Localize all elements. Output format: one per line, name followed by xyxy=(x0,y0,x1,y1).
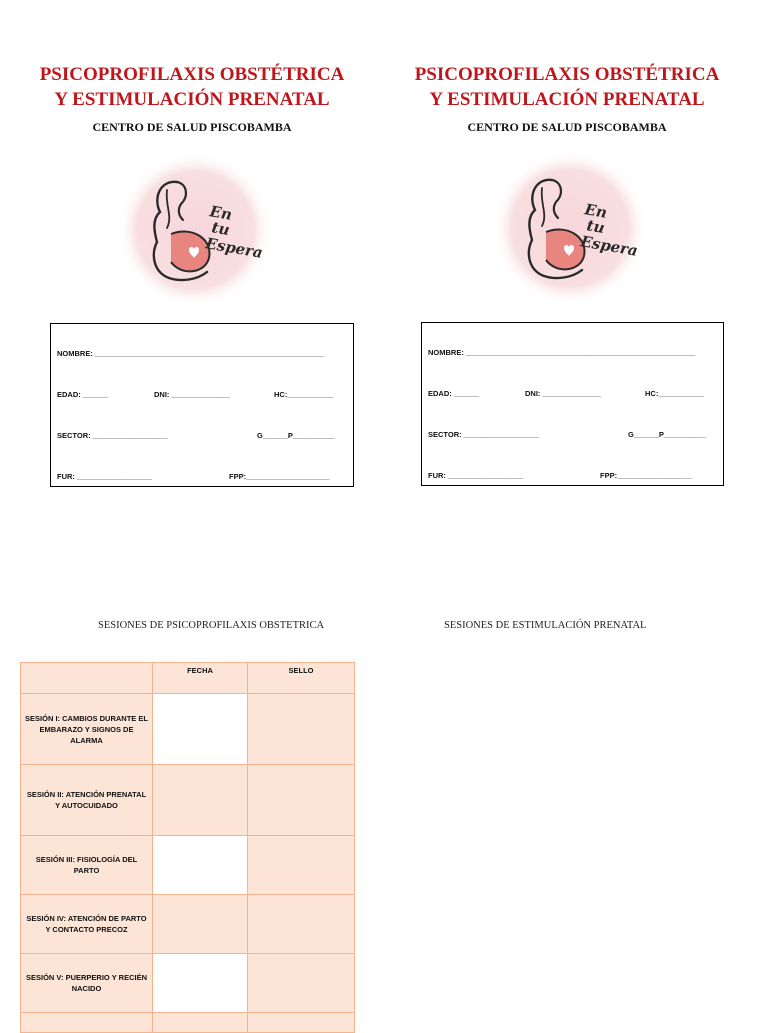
card-title xyxy=(12,62,372,112)
title-line-1: PSICOPROFILAXIS OBSTÉTRICA xyxy=(414,64,720,85)
fur-field[interactable]: FUR: __________________ xyxy=(57,472,153,481)
dni-field[interactable]: DNI: ______________ xyxy=(525,389,601,398)
fur-field[interactable]: FUR: __________________ xyxy=(428,471,524,480)
session-label: SESIÓN I: CAMBIOS DURANTE EL EMBARAZO Y SIGNOS DE ALARMA xyxy=(21,694,153,765)
logo-text-en: En xyxy=(583,200,609,222)
logo-text-en: En xyxy=(208,202,234,224)
fecha-cell[interactable] xyxy=(153,954,248,1013)
table-row xyxy=(21,694,355,765)
sector-field[interactable]: SECTOR: __________________ xyxy=(428,430,539,439)
session-label: SESIÓN II: ATENCIÓN PRENATAL Y AUTOCUIDADO xyxy=(21,765,153,836)
table-row xyxy=(21,954,355,1013)
hc-field[interactable]: HC:___________ xyxy=(645,389,705,398)
table-row xyxy=(21,836,355,895)
session-label xyxy=(21,1013,153,1033)
nombre-field[interactable]: NOMBRE: _______________________________________________________ xyxy=(428,348,696,357)
column-header-session xyxy=(21,663,153,694)
card-title xyxy=(387,62,747,112)
edad-field[interactable]: EDAD: ______ xyxy=(428,389,479,398)
sessions-table xyxy=(20,662,355,1033)
title-line-2: Y ESTIMULACIÓN PRENATAL xyxy=(54,89,330,110)
fpp-field[interactable]: FPP:__________________ xyxy=(600,471,693,480)
fpp-field[interactable]: FPP:____________________ xyxy=(229,472,330,481)
dni-field[interactable]: DNI: ______________ xyxy=(154,390,230,399)
fecha-cell[interactable] xyxy=(153,694,248,765)
health-center-name: CENTRO DE SALUD PISCOBAMBA xyxy=(92,120,292,134)
logo-text-tu: tu xyxy=(210,218,232,240)
gravida-para-field[interactable]: G______P__________ xyxy=(257,431,335,440)
logo-text-espera: Espera xyxy=(204,234,265,262)
en-tu-espera-logo xyxy=(115,150,275,310)
sello-cell[interactable] xyxy=(248,1013,355,1033)
table-row xyxy=(21,765,355,836)
column-header-fecha: FECHA xyxy=(153,663,248,694)
prenatal-stimulation-sessions-heading: SESIONES DE ESTIMULACIÓN PRENATAL xyxy=(444,620,647,631)
logo-text-espera: Espera xyxy=(579,232,640,260)
session-label: SESIÓN IV: ATENCIÓN DE PARTO Y CONTACTO PRECOZ xyxy=(21,895,153,954)
sello-cell[interactable] xyxy=(248,836,355,895)
column-header-sello: SELLO xyxy=(248,663,355,694)
health-center-name: CENTRO DE SALUD PISCOBAMBA xyxy=(467,120,667,134)
title-line-1: PSICOPROFILAXIS OBSTÉTRICA xyxy=(39,64,345,85)
sector-field[interactable]: SECTOR: __________________ xyxy=(57,431,168,440)
logo-text-tu: tu xyxy=(585,216,607,238)
edad-field[interactable]: EDAD: ______ xyxy=(57,390,108,399)
gravida-para-field[interactable]: G______P__________ xyxy=(628,430,706,439)
hc-field[interactable]: HC:___________ xyxy=(274,390,334,399)
sello-cell[interactable] xyxy=(248,895,355,954)
table-row xyxy=(21,895,355,954)
fecha-cell[interactable] xyxy=(153,765,248,836)
sello-cell[interactable] xyxy=(248,765,355,836)
session-label: SESIÓN III: FISIOLOGÍA DEL PARTO xyxy=(21,836,153,895)
table-row xyxy=(21,1013,355,1033)
session-label: SESIÓN V: PUERPERIO Y RECIÉN NACIDO xyxy=(21,954,153,1013)
sello-cell[interactable] xyxy=(248,954,355,1013)
patient-data-form xyxy=(421,322,724,486)
sello-cell[interactable] xyxy=(248,694,355,765)
title-line-2: Y ESTIMULACIÓN PRENATAL xyxy=(429,89,705,110)
fecha-cell[interactable] xyxy=(153,1013,248,1033)
en-tu-espera-logo xyxy=(490,148,650,308)
patient-data-form xyxy=(50,323,354,487)
fecha-cell[interactable] xyxy=(153,895,248,954)
table-header-row xyxy=(21,663,355,694)
fecha-cell[interactable] xyxy=(153,836,248,895)
psychoprophylaxis-sessions-heading: SESIONES DE PSICOPROFILAXIS OBSTETRICA xyxy=(98,620,325,631)
nombre-field[interactable]: NOMBRE: _______________________________________________________ xyxy=(57,349,325,358)
